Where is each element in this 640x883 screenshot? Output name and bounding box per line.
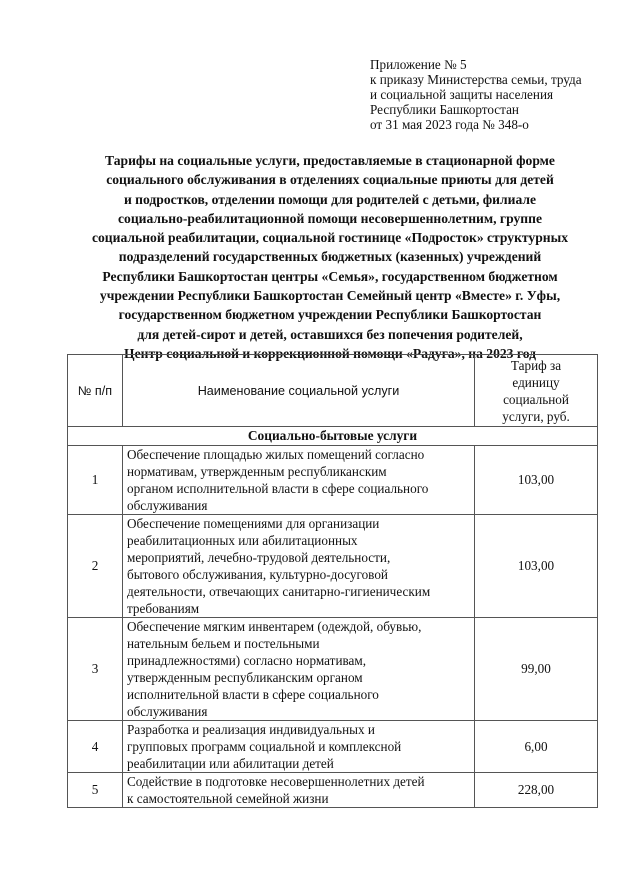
row-tariff: 99,00 xyxy=(475,618,598,721)
appendix-line: к приказу Министерства семьи, труда xyxy=(370,72,582,87)
table-header-row xyxy=(68,355,598,427)
row-service-name xyxy=(123,721,475,773)
service-name-line: принадлежностями) согласно нормативам, xyxy=(127,653,367,668)
title-line: учреждении Республики Башкортостан Семейный центр «Вместе» г. Уфы, xyxy=(99,288,561,304)
service-name-line: реабилитационных или абилитационных xyxy=(127,533,358,548)
row-service-name xyxy=(123,446,475,515)
service-name-line: групповых программ социальной и комплексной xyxy=(127,739,402,754)
service-name-line: Обеспечение площадью жилых помещений согласно xyxy=(127,447,425,462)
service-name-line: бытового обслуживания, культурно-досуговой xyxy=(127,567,388,582)
service-name-line: исполнительной власти в сфере социального xyxy=(127,687,379,702)
row-tariff: 103,00 xyxy=(475,515,598,618)
appendix-line: и социальной защиты населения xyxy=(370,87,554,102)
header-tariff-line: единицу xyxy=(512,374,560,390)
service-name-line: Содействие в подготовке несовершеннолетних детей xyxy=(127,774,425,789)
service-name-line: нательным бельем и постельными xyxy=(127,636,320,651)
service-name-line: обслуживания xyxy=(127,704,208,719)
service-name-line: Обеспечение помещениями для организации xyxy=(127,516,380,531)
title-line: Республики Башкортостан центры «Семья», государственном бюджетном xyxy=(102,268,558,284)
row-number: 2 xyxy=(68,515,123,618)
title-line: социальной реабилитации, социальной гостинице «Подросток» структурных xyxy=(91,230,569,246)
header-tariff xyxy=(475,355,598,427)
row-number: 4 xyxy=(68,721,123,773)
header-tariff-line: Тариф за xyxy=(510,357,562,373)
title-line: социального обслуживания в отделениях социальные приюты для детей xyxy=(106,172,554,188)
header-service-name: Наименование социальной услуги xyxy=(123,355,475,427)
title-line: подразделений государственных бюджетных (казенных) учреждений xyxy=(118,249,542,265)
document-title xyxy=(40,151,620,363)
table-row xyxy=(68,446,598,515)
service-name-line: Разработка и реализация индивидуальных и xyxy=(127,722,375,737)
title-line: социально-реабилитационной помощи несовершеннолетним, группе xyxy=(118,210,542,226)
section-row xyxy=(68,427,598,446)
row-number: 1 xyxy=(68,446,123,515)
appendix-line: Республики Башкортостан xyxy=(370,102,519,117)
row-tariff: 103,00 xyxy=(475,446,598,515)
header-number: № п/п xyxy=(68,355,123,427)
table-row xyxy=(68,515,598,618)
title-line: для детей-сирот и детей, оставшихся без попечения родителей, xyxy=(137,326,523,342)
header-tariff-line: услуги, руб. xyxy=(502,408,570,424)
row-service-name xyxy=(123,618,475,721)
row-number: 3 xyxy=(68,618,123,721)
service-name-line: к самостоятельной семейной жизни xyxy=(127,791,329,806)
section-title: Социально-бытовые услуги xyxy=(68,427,598,446)
table-row xyxy=(68,721,598,773)
service-name-line: требованиям xyxy=(127,601,200,616)
service-name-line: обслуживания xyxy=(127,498,208,513)
row-tariff: 228,00 xyxy=(475,773,598,808)
title-line: и подростков, отделении помощи для родителей с детьми, филиале xyxy=(123,191,537,207)
service-name-line: мероприятий, лечебно-трудовой деятельности, xyxy=(127,550,391,565)
header-tariff-line: социальной xyxy=(503,391,569,407)
title-line: государственном бюджетном учреждении Республики Башкортостан xyxy=(118,307,542,323)
row-number: 5 xyxy=(68,773,123,808)
appendix-reference xyxy=(370,57,632,132)
row-tariff: 6,00 xyxy=(475,721,598,773)
service-name-line: реабилитации или абилитации детей xyxy=(127,756,334,771)
service-name-line: утвержденным республиканским органом xyxy=(127,670,363,685)
service-name-line: Обеспечение мягким инвентарем (одеждой, обувью, xyxy=(127,619,422,634)
service-name-line: органом исполнительной власти в сфере социального xyxy=(127,481,429,496)
table-row xyxy=(68,618,598,721)
row-service-name xyxy=(123,773,475,808)
table-row xyxy=(68,773,598,808)
title-line: Тарифы на социальные услуги, предоставляемые в стационарной форме xyxy=(105,153,555,168)
appendix-line: Приложение № 5 xyxy=(370,57,467,72)
tariffs-table xyxy=(67,354,598,808)
service-name-line: нормативам, утвержденным республиканским xyxy=(127,464,387,479)
title-line: Центр социальной и коррекционной помощи «Радуга», на 2023 год xyxy=(124,345,536,361)
row-service-name xyxy=(123,515,475,618)
appendix-line: от 31 мая 2023 года № 348-о xyxy=(370,117,529,132)
service-name-line: деятельности, отвечающих санитарно-гигиеническим xyxy=(127,584,431,599)
